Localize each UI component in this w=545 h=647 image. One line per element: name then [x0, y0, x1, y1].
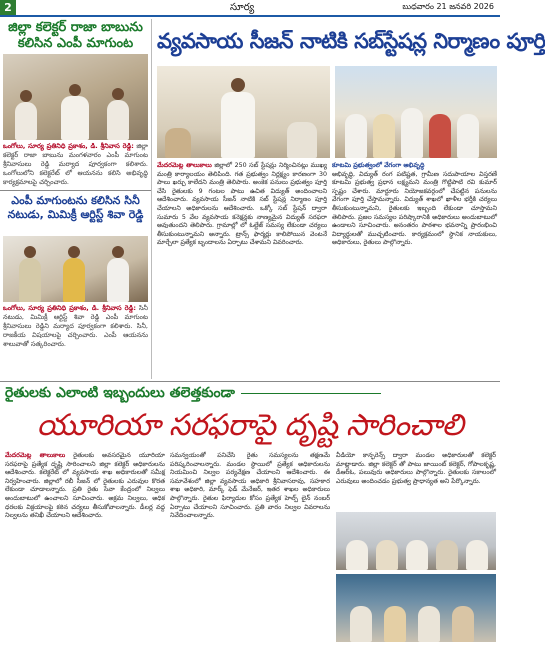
review-meeting-photo: [336, 512, 496, 570]
second-story-col1-text: రైతులకు అవసరమైన యూరియా సరఫరాపై ప్రత్యేక దృష్టి సారించాలని జిల్లా కలెక్టర్ అధికారులను ఆదేశించారు. కలెక్టరేట్ లో వ్యవసాయ శాఖ అధికారులతో సమీక్ష నిర్వహించారు. జిల్లాలో రబీ సీజన్ లో రైతులకు ఎరువుల కొరత లేకుండా చూడాలన్నారు. ప్రతి రైతు సేవా కేంద్రంలో నిల్వలు అందుబాటులో ఉంచాలని సూచించారు. అక్రమ నిల్వలు, అధిక ధరలకు విక్రయాలపై కఠిన చర్యలు తీసుకోవాలన్నారు. డీలర్ల వద్ద నిల్వలను తనిఖీ చేయాలని ఆదేశించారు.: [5, 452, 166, 520]
second-story-dateline: మేదరమెట్ల తాలుకాలు: [5, 452, 66, 459]
issue-date: బుధవారం 21 జనవరి 2026: [402, 2, 494, 11]
left-story1-caption: [0, 140, 151, 190]
page-header: [0, 0, 500, 17]
main-story-dateline: మేదరమెట్ల తాలుకాలు: [157, 162, 212, 169]
left-column: [0, 19, 152, 379]
left-story1-photo: [3, 54, 148, 140]
main-story-subheading: కూటమి ప్రభుత్వంలో వేగంగా అభివృద్ధి: [332, 162, 425, 169]
second-story-column-2: [170, 452, 330, 642]
main-headline: వ్యవసాయ సీజన్ నాటికి సబ్‌స్టేషన్ల నిర్మాణం పూర్తి: [157, 28, 545, 53]
second-story-kicker: రైతులకు ఎలాంటి ఇబ్బందులు తలెత్తకుండా: [5, 384, 495, 402]
left-story1-text: జిల్లా కలెక్టర్ రాజా బాబును మంగళవారం ఎంపీ మాగుంట శ్రీనివాసులు రెడ్డి మర్యాద పూర్వకంగా కలిశారు. ఒంగోలులోని కలెక్టరేట్ లో ఆయనను కలిసి అభివృద్ధి కార్యక్రమాలపై చర్చించారు.: [3, 142, 148, 186]
left-story1-dateline: ఒంగోలు, సూర్య ప్రతినిధి ప్రకాశం, డి. శ్రీనివాస రెడ్డి:: [3, 142, 134, 150]
main-story-col2-text: అభివృద్ధి, విద్యుత్ రంగ పటిష్టత, గ్రామీణ సదుపాయాల విస్తరణే కూటమి ప్రభుత్వ ప్రధాన లక్ష్యమని మంత్రి గొట్టిపాటి రవి కుమార్ స్పష్టం చేశారు. మార్టూరు నియోజకవర్గంలో చేపట్టిన పనులను వేగంగా పూర్తి చేస్తామన్నారు. విద్యుత్ శాఖలో ఖాళీల భర్తీకి చర్యలు తీసుకుంటున్నామని, రైతులకు ఇబ్బంది లేకుండా చూస్తామని తెలిపారు. ప్రజల సమస్యల పరిష్కారానికి అధికారులు అందుబాటులో ఉండాలని సూచించారు. అనంతరం పాఠశాల భవనాన్ని ప్రారంభించి విద్యార్థులతో ముచ్చటించారు. కార్యక్రమంలో స్థానిక నాయకులు, అధికారులు, రైతులు పాల్గొన్నారు.: [332, 170, 497, 247]
second-story-column-3: [336, 452, 496, 508]
second-story-col3-text: వీడియో కాన్ఫరెన్స్ ద్వారా మండల అధికారులతో కలెక్టర్ మాట్లాడారు. జిల్లా కలెక్టర్ తో పాటు జాయింట్ కలెక్టర్, గోపాలకృష్ణ, డీఆర్ఓ, పలువురు అధికారులు పాల్గొన్నారు. రైతులకు సకాలంలో ఎరువులు అందించడం ప్రభుత్వ ప్రాధాన్యత అని పేర్కొన్నారు.: [336, 452, 496, 485]
inauguration-photo: [335, 66, 497, 158]
minister-speaking-photo: [157, 66, 330, 158]
second-story-headline: యూరియా సరఫరాపై దృష్టి సారించాలి: [36, 408, 464, 443]
left-story1-headline: జిల్లా కలెక్టర్ రాజా బాబును కలిసిన ఎంపీ మాగుంట: [8, 20, 143, 51]
main-story-column-1: [157, 162, 327, 379]
left-story2-text: సినీ నటుడు, మిమిక్రీ ఆర్టిస్ట్ శివా రెడ్డి ఎంపీ మాగుంట శ్రీనివాసులు రెడ్డిని మర్యాద పూర్వకంగా కలిశారు. సినీ, రాజకీయ విషయాలపై చర్చించారు. ఎంపీ ఆయనను శాలువాతో సత్కరించారు.: [3, 304, 148, 348]
newspaper-name: సూర్య: [230, 2, 255, 13]
left-story2-photo: [3, 236, 148, 302]
page-number: 2: [0, 0, 16, 15]
second-story-col2-text: సమన్వయంతో పనిచేసి రైతు సమస్యలను తక్షణమే పరిష్కరించాలన్నారు. మండల స్థాయిలో ప్రత్యేక అధికారులను నియమించి నిల్వల పర్యవేక్షణ చేయాలని ఆదేశించారు. ఈ సమావేశంలో జిల్లా వ్యవసాయ అధికారి శ్రీనివాసరావు, సహకార శాఖ అధికారి, మార్క్ ఫెడ్ మేనేజర్, ఇతర శాఖల అధికారులు పాల్గొన్నారు. రైతుల ఫిర్యాదుల కోసం ప్రత్యేక హెల్ప్ లైన్ నంబర్ ఏర్పాటు చేయాలని సూచించారు. ప్రతి వారం నిల్వల వివరాలను నివేదించాలన్నారు.: [170, 452, 330, 520]
left-story2-headline: ఎంపీ మాగుంటను కలిసిన సినీ నటుడు, మిమిక్రీ ఆర్టిస్ట్ శివా రెడ్డి: [0, 190, 151, 234]
second-story-column-1: [5, 452, 165, 642]
main-story-col1-text: జిల్లాలో 250 సబ్ స్టేషన్లు నిర్మించినట్లు ముఖ్య మంత్రి కార్యాలయం తెలిపింది. గత ప్రభుత్వం నిర్లక్ష్యం కారణంగా 30 పాలు ఖర్చు కాలేదని మంత్రి తెలిపారు. అంకెక పనులు ప్రభుత్వం పూర్తి చేసి రైతులకు 9 గంటల పాటు ఉచిత విద్యుత్ అందించాలని ఆదేశించారు. వ్యవసాయ సీజన్ నాటికి సబ్ స్టేషన్ల నిర్మాణం పూర్తి చేయాలని అధికారులను ఆదేశించారు. ఒక్కో సబ్ స్టేషన్ ద్వారా సుమారు 5 వేల వ్యవసాయ కనెక్షన్లకు నాణ్యమైన విద్యుత్ సరఫరా అవుతుందని తెలిపారు. గ్రామాల్లో లో ఓల్టేజ్ సమస్య లేకుండా చర్యలు తీసుకుంటున్నామని అన్నారు. ట్రాన్స్ ఫార్మర్లు కాలిపోయిన వెంటనే మార్చేలా ప్రత్యేక బృందాలను ఏర్పాటు చేశామని వివరించారు.: [157, 162, 327, 247]
main-story-column-2: [332, 162, 497, 379]
video-conference-photo: [336, 574, 496, 642]
section-divider: [0, 381, 500, 382]
left-story2-dateline: ఒంగోలు, సూర్య ప్రతినిధి ప్రకాశం, డి. శ్రీనివాస రెడ్డి:: [3, 304, 136, 312]
left-story2-caption: [0, 302, 151, 358]
